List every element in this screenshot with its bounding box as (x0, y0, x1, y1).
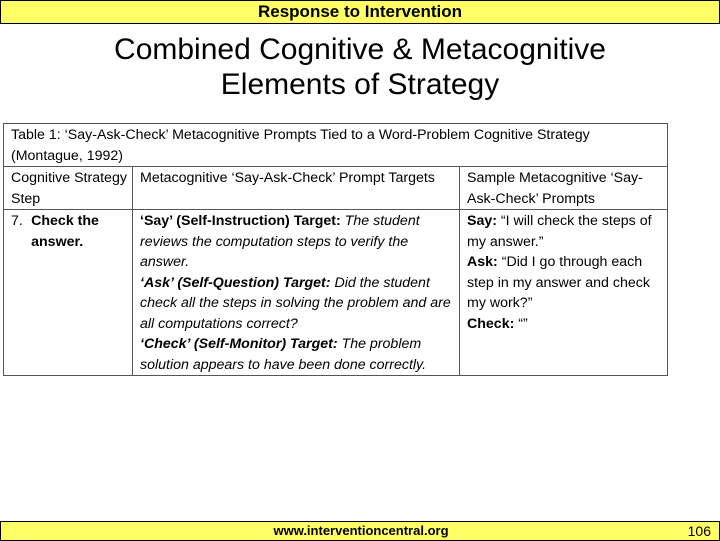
footer-banner (0, 521, 720, 541)
check-target (140, 334, 454, 375)
footer-website: www.interventioncentral.org (273, 523, 449, 538)
check-target-text: The problem solution appears to have been done correctly. (140, 336, 427, 373)
slide-title-line2: Elements of Strategy (220, 68, 500, 101)
ask-prompt-text: “Did I go through each step in my answer and check my work?” (467, 254, 650, 311)
ask-prompt (467, 252, 662, 314)
step-cell (4, 210, 133, 376)
header-banner (0, 0, 720, 24)
check-prompt-text: “” (518, 315, 528, 332)
header-cognitive-step: Cognitive Strategy Step (4, 167, 133, 210)
table-caption (4, 124, 668, 167)
page-number: 106 (687, 523, 711, 539)
targets-cell (133, 210, 460, 376)
say-target (140, 211, 454, 273)
ask-target-label: ‘Ask’ (Self-Question) Target: (140, 274, 331, 291)
slide-title-line1: Combined Cognitive & Metacognitive (114, 33, 606, 66)
say-target-text: The student reviews the computation steps to verify the answer. (140, 213, 420, 270)
table-caption-line1: Table 1: ‘Say-Ask-Check’ Metacognitive Prompts Tied to a Word-Problem Cognitive Strategy (11, 127, 590, 143)
prompts-cell (460, 210, 668, 376)
say-prompt-label: Say: (467, 213, 497, 229)
header-sample-prompts: Sample Metacognitive ‘Say-Ask-Check’ Prompts (460, 167, 668, 210)
strategy-table (3, 123, 667, 374)
ask-target-text: Did the student check all the steps in solving the problem and are all computations correct? (140, 274, 451, 332)
check-target-label: ‘Check’ (Self-Monitor) Target: (140, 336, 338, 352)
banner-title: Response to Intervention (257, 2, 463, 21)
check-prompt-label: Check: (467, 315, 515, 332)
table-caption-line2: (Montague, 1992) (11, 147, 123, 164)
step-text: Check the answer. (31, 213, 99, 250)
ask-target (140, 273, 454, 335)
say-prompt (467, 211, 662, 252)
slide-title (0, 32, 720, 102)
ask-prompt-label: Ask: (467, 254, 498, 270)
step-number: 7. (11, 213, 23, 229)
say-target-label: ‘Say’ (Self-Instruction) Target: (140, 213, 341, 229)
check-prompt (467, 314, 662, 335)
header-prompt-targets: Metacognitive ‘Say-Ask-Check’ Prompt Targets (133, 167, 460, 210)
say-prompt-text: “I will check the steps of my answer.” (467, 213, 652, 250)
